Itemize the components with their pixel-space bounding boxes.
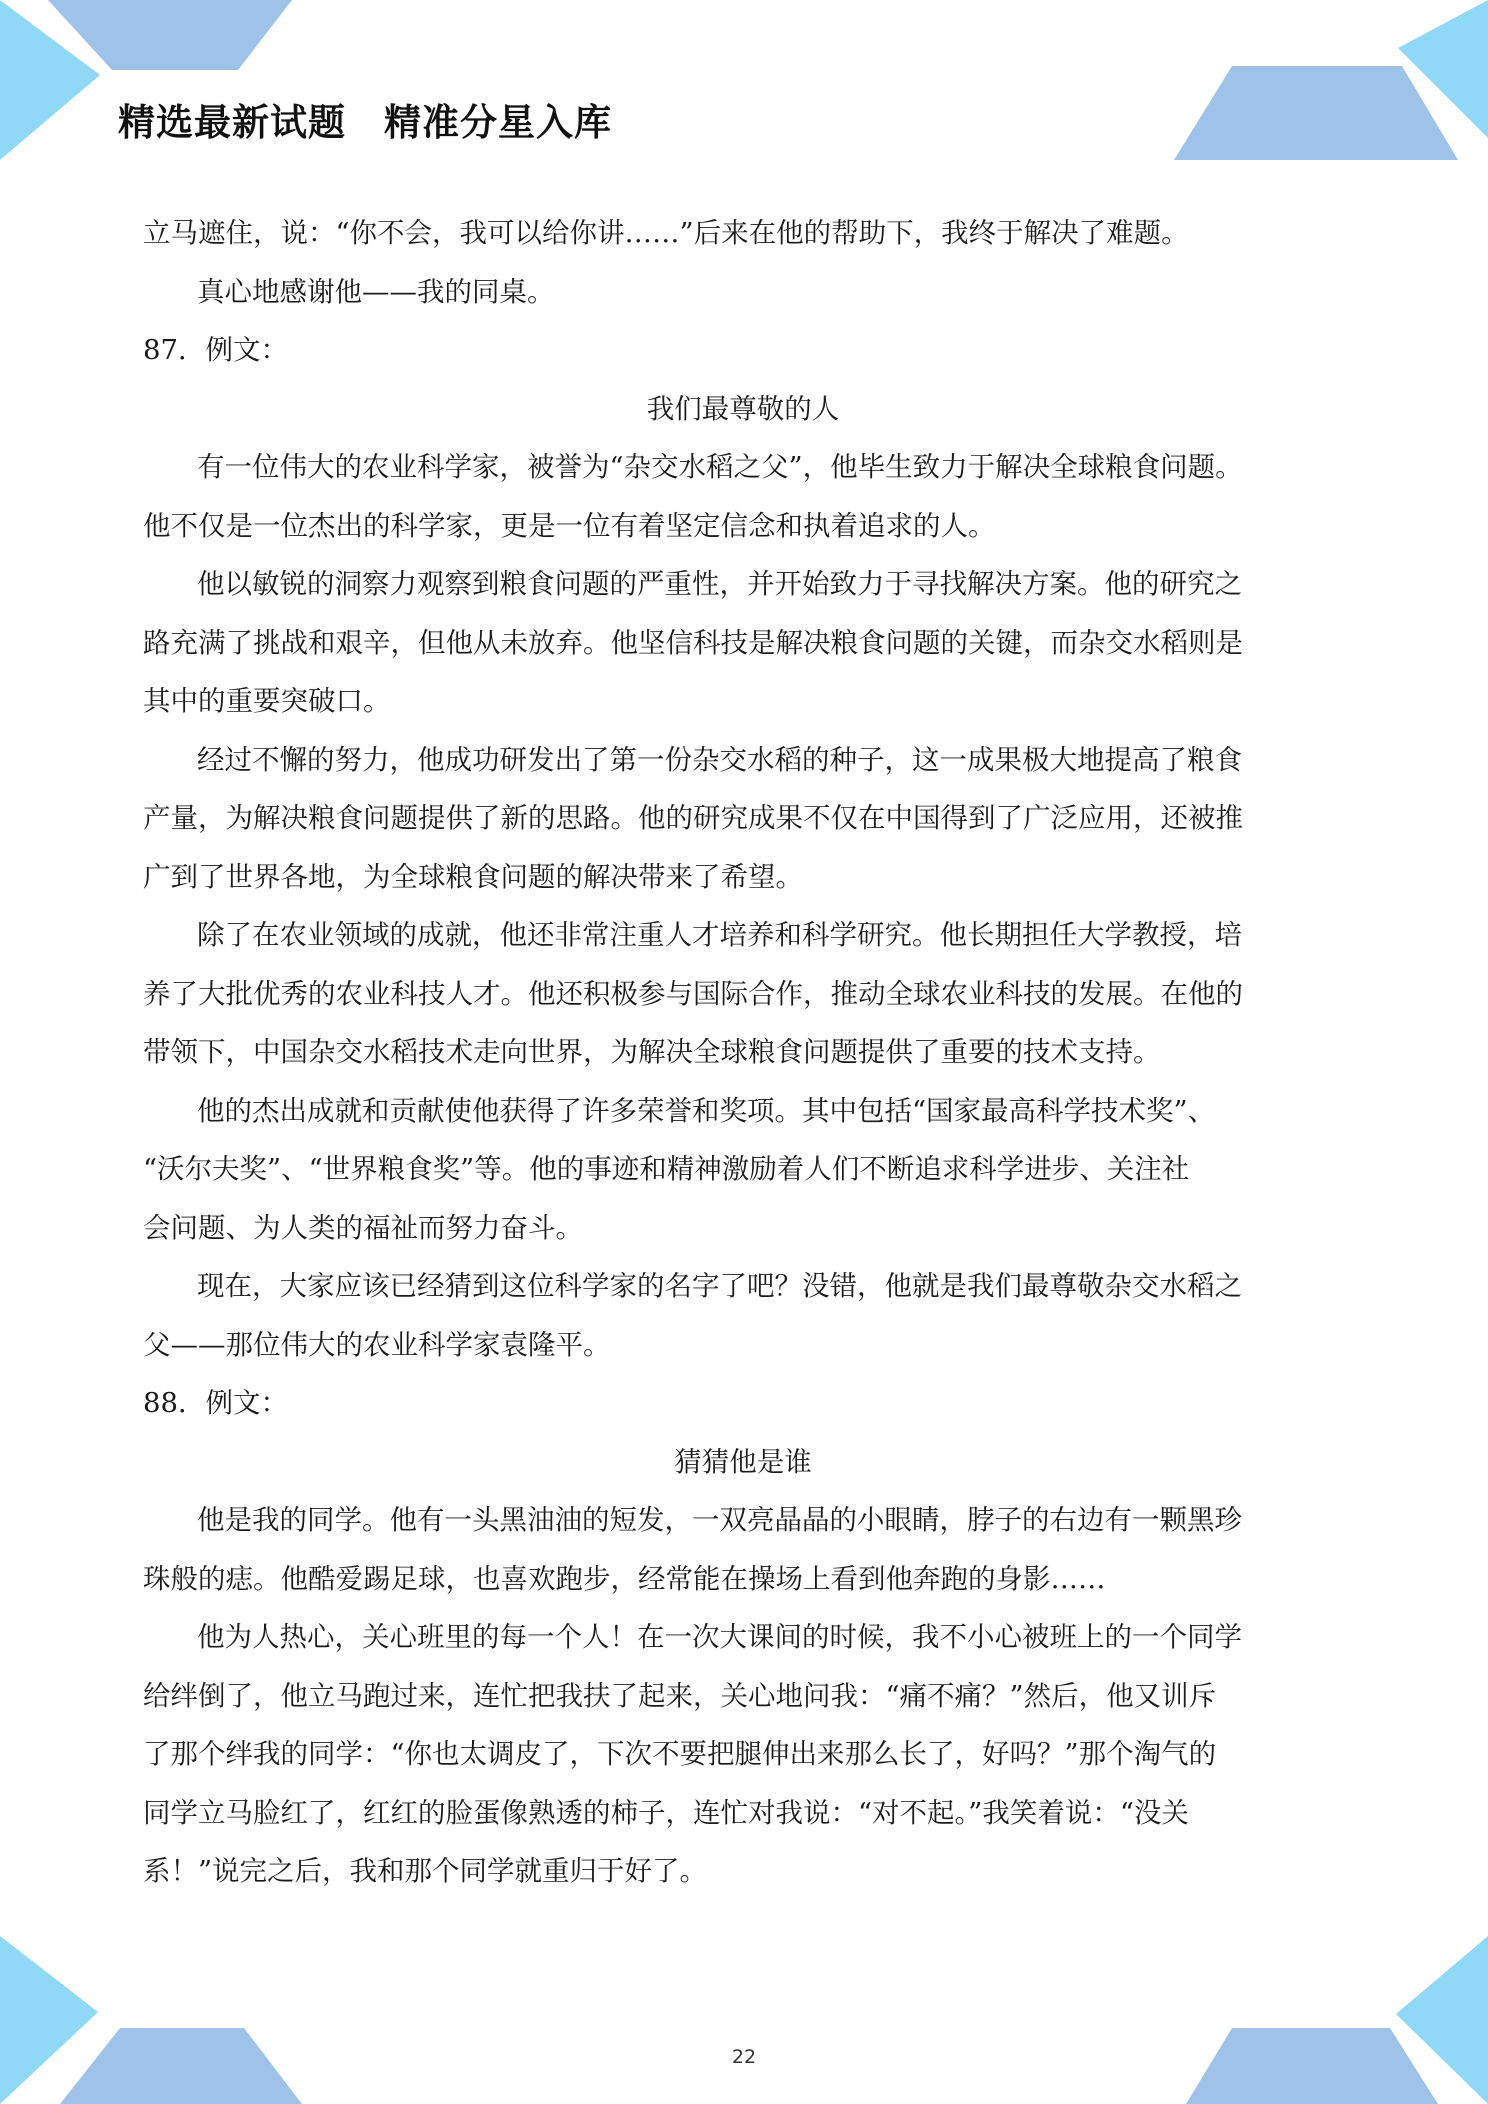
header-title: 精选最新试题 精准分星入库 bbox=[118, 101, 612, 144]
corner-trapezoid-top-left bbox=[48, 0, 292, 70]
text-line: 会问题、为人类的福祉而努力奋斗。 bbox=[143, 1211, 583, 1244]
text-line: “沃尔夫奖”、“世界粮食奖”等。他的事迹和精神激励着人们不断追求科学进步、关注社 bbox=[143, 1153, 1190, 1185]
text-line: 其中的重要突破口。 bbox=[143, 685, 391, 717]
corner-trapezoid-top-right bbox=[1174, 66, 1458, 160]
text-line: 经过不懈的努力，他成功研发出了第一份杂交水稻的种子，这一成果极大地提高了粮食 bbox=[197, 743, 1242, 776]
text-line: 同学立马脸红了，红红的脸蛋像熟透的柿子，连忙对我说：“对不起。”我笑着说：“没关 bbox=[143, 1796, 1189, 1829]
text-line: 他是我的同学。他有一头黑油油的短发，一双亮晶晶的小眼睛，脖子的右边有一颗黑珍 bbox=[197, 1504, 1242, 1536]
text-line: 87．例文： bbox=[143, 334, 288, 366]
text-line: 带领下，中国杂交水稻技术走向世界，为解决全球粮食问题提供了重要的技术支持。 bbox=[143, 1036, 1161, 1068]
text-line: 给绊倒了，他立马跑过来，连忙把我扶了起来，关心地问我：“痛不痛？”然后，他又训斥 bbox=[143, 1679, 1217, 1712]
text-line: 真心地感谢他——我的同桌。 bbox=[197, 275, 555, 308]
text-line: 有一位伟大的农业科学家，被誉为“杂交水稻之父”，他毕生致力于解决全球粮食问题。 bbox=[197, 451, 1243, 483]
text-line: 他不仅是一位杰出的科学家，更是一位有着坚定信念和执着追求的人。 bbox=[143, 509, 996, 542]
text-line: 他为人热心，关心班里的每一个人！在一次大课间的时候，我不小心被班上的一个同学 bbox=[197, 1621, 1242, 1653]
text-line: 广到了世界各地，为全球粮食问题的解决带来了希望。 bbox=[143, 860, 803, 893]
essay-title: 我们最尊敬的人 bbox=[646, 392, 840, 425]
text-line: 他以敏锐的洞察力观察到粮食问题的严重性，并开始致力于寻找解决方案。他的研究之 bbox=[197, 568, 1242, 600]
text-line: 产量，为解决粮食问题提供了新的思路。他的研究成果不仅在中国得到了广泛应用，还被推 bbox=[143, 802, 1243, 834]
essay-title: 猜猜他是谁 bbox=[674, 1445, 812, 1478]
text-line: 除了在农业领域的成就，他还非常注重人才培养和科学研究。他长期担任大学教授，培 bbox=[197, 919, 1242, 951]
text-line: 立马遮住，说：“你不会，我可以给你讲……”后来在他的帮助下，我终于解决了难题。 bbox=[143, 217, 1189, 249]
document-body bbox=[143, 204, 1343, 1901]
text-line: 养了大批优秀的农业科技人才。他还积极参与国际合作，推动全球农业科技的发展。在他的 bbox=[143, 977, 1243, 1010]
page-number: 22 bbox=[731, 2046, 757, 2068]
text-line: 现在，大家应该已经猜到这位科学家的名字了吧？没错，他就是我们最尊敬杂交水稻之 bbox=[197, 1270, 1242, 1302]
text-line: 路充满了挑战和艰辛，但他从未放弃。他坚信科技是解决粮食问题的关键，而杂交水稻则是 bbox=[143, 626, 1243, 659]
text-line: 珠般的痣。他酷爱踢足球，也喜欢跑步，经常能在操场上看到他奔跑的身影…… bbox=[143, 1562, 1106, 1595]
text-line: 88．例文： bbox=[143, 1387, 288, 1419]
text-line: 系！”说完之后，我和那个同学就重归于好了。 bbox=[143, 1855, 708, 1887]
text-line: 父——那位伟大的农业科学家袁隆平。 bbox=[143, 1328, 611, 1361]
text-line: 了那个绊我的同学：“你也太调皮了，下次不要把腿伸出来那么长了，好吗？”那个淘气的 bbox=[143, 1738, 1217, 1770]
text-line: 他的杰出成就和贡献使他获得了许多荣誉和奖项。其中包括“国家最高科学技术奖”、 bbox=[197, 1094, 1216, 1127]
